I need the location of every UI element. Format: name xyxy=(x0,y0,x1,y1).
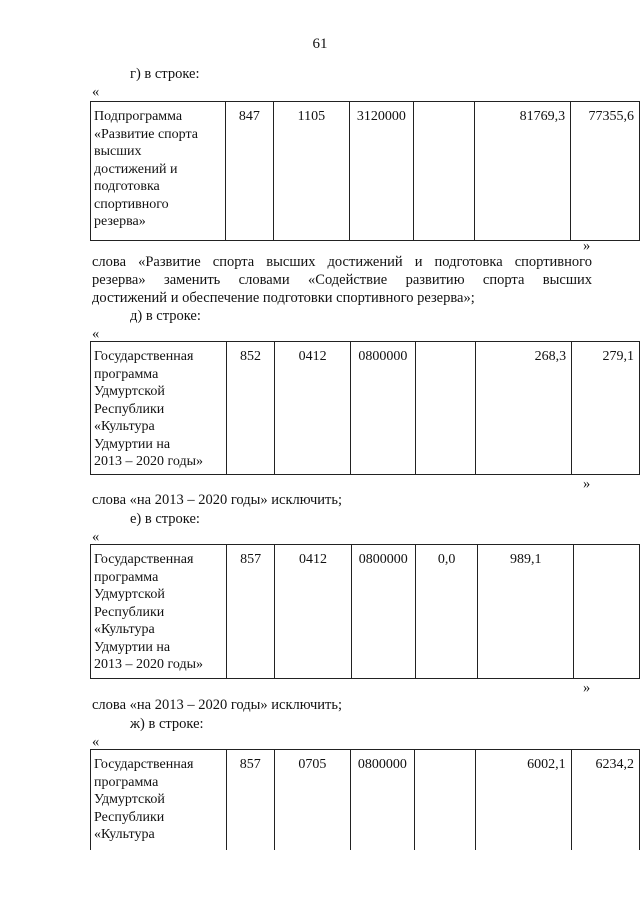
name-line: высших xyxy=(94,144,142,159)
name-line: Удмуртской xyxy=(94,587,165,602)
text-line: резерва» заменить словами «Содействие развитию спорта высших xyxy=(92,272,592,288)
name-line: достижений и xyxy=(94,161,178,177)
section-intro: е) в строке: xyxy=(130,511,200,527)
open-quote: « xyxy=(92,529,100,545)
target-code-cell: 0800000 xyxy=(350,750,414,850)
section-intro: г) в строке: xyxy=(130,66,200,82)
close-quote: » xyxy=(583,238,591,254)
close-quote: » xyxy=(583,680,591,696)
section-code-cell: 0705 xyxy=(275,750,351,850)
ministry-code-cell: 857 xyxy=(226,545,275,679)
name-line: «Культура xyxy=(94,827,155,842)
expense-type-cell xyxy=(415,342,476,475)
expense-type-cell xyxy=(414,102,475,241)
name-line: «Культура xyxy=(94,419,155,434)
name-line: Удмуртии на xyxy=(94,639,171,655)
budget-table xyxy=(90,749,640,850)
table-row xyxy=(91,750,640,850)
name-line: Подпрограмма xyxy=(94,109,183,124)
amount-cell-1: 989,1 xyxy=(478,545,574,679)
amount-cell-1: 81769,3 xyxy=(474,102,570,241)
section-code-cell: 0412 xyxy=(275,545,351,679)
name-line: Государственная xyxy=(94,757,194,772)
amount-cell-2: 6234,2 xyxy=(571,750,639,850)
target-code-cell: 3120000 xyxy=(349,102,413,241)
amount-cell-1: 6002,1 xyxy=(475,750,571,850)
name-line: Удмуртской xyxy=(94,384,165,399)
section-code-cell: 1105 xyxy=(274,102,350,241)
ministry-code-cell: 852 xyxy=(226,342,275,475)
text-line: слова «Развитие спорта высших достижений и подготовка спортивного xyxy=(92,254,592,270)
name-line: Республики xyxy=(94,604,165,620)
page-number: 61 xyxy=(312,36,328,52)
section-intro: ж) в строке: xyxy=(130,716,204,732)
name-line: «Культура xyxy=(94,622,155,637)
table-row xyxy=(91,342,640,475)
table-row xyxy=(91,102,640,241)
name-line: Республики xyxy=(94,401,165,417)
name-line: «Развитие спорта xyxy=(94,126,198,142)
name-line: резерва» xyxy=(94,214,146,229)
name-line: программа xyxy=(94,774,159,790)
amendment-text xyxy=(92,253,592,307)
amount-cell-2: 77355,6 xyxy=(571,102,640,241)
amendment-text: слова «на 2013 – 2020 годы» исключить; xyxy=(92,492,343,508)
budget-table xyxy=(90,101,640,241)
ministry-code-cell: 857 xyxy=(226,750,274,850)
row-name-cell xyxy=(91,545,227,679)
budget-table xyxy=(90,341,640,475)
budget-table xyxy=(90,544,640,679)
close-quote: » xyxy=(583,476,591,492)
amount-cell-2: 279,1 xyxy=(572,342,640,475)
open-quote: « xyxy=(92,734,100,750)
name-line: Республики xyxy=(94,809,165,825)
name-line: 2013 – 2020 годы» xyxy=(94,657,204,672)
target-code-cell: 0800000 xyxy=(351,342,415,475)
name-line: программа xyxy=(94,366,159,382)
name-line: спортивного xyxy=(94,196,169,212)
amendment-text: слова «на 2013 – 2020 годы» исключить; xyxy=(92,697,343,713)
name-line: Государственная xyxy=(94,349,194,364)
name-line: программа xyxy=(94,569,159,585)
name-line: 2013 – 2020 годы» xyxy=(94,454,204,469)
open-quote: « xyxy=(92,84,100,100)
name-line: Удмуртии на xyxy=(94,436,171,452)
section-intro: д) в строке: xyxy=(130,308,201,324)
ministry-code-cell: 847 xyxy=(225,102,273,241)
name-line: Удмуртской xyxy=(94,792,165,807)
name-line: подготовка xyxy=(94,179,160,194)
open-quote: « xyxy=(92,326,100,342)
amount-cell-2 xyxy=(574,545,640,679)
row-name-cell xyxy=(91,750,227,850)
expense-type-cell xyxy=(415,750,476,850)
amount-cell-1: 268,3 xyxy=(476,342,572,475)
text-line: достижений и обеспечение подготовки спортивного резерва»; xyxy=(92,290,475,306)
expense-type-cell: 0,0 xyxy=(416,545,478,679)
name-line: Государственная xyxy=(94,552,194,567)
section-code-cell: 0412 xyxy=(275,342,351,475)
row-name-cell xyxy=(91,342,227,475)
row-name-cell xyxy=(91,102,226,241)
target-code-cell: 0800000 xyxy=(351,545,416,679)
table-row xyxy=(91,545,640,679)
